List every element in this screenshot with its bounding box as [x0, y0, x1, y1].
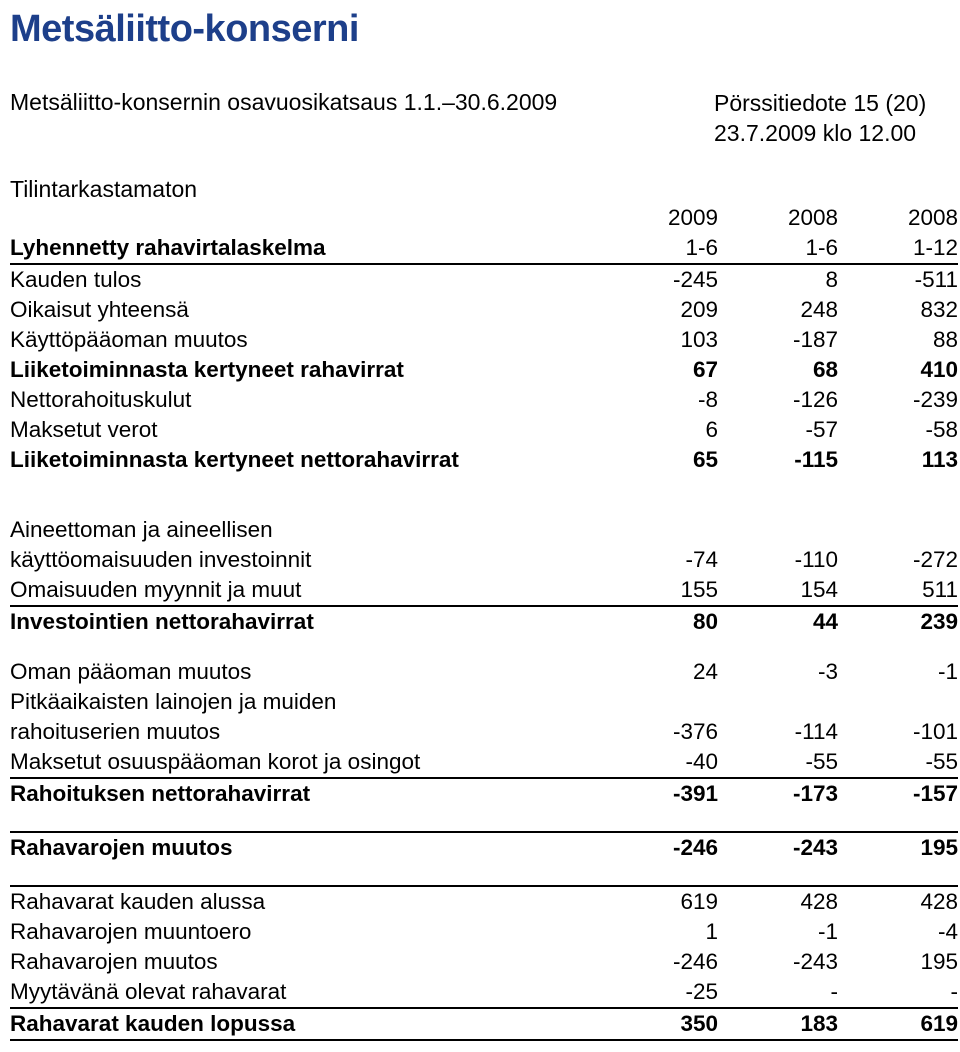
row-label: Oman pääoman muutos: [10, 659, 252, 684]
row-label: Rahavarat kauden alussa: [10, 886, 598, 917]
table-row: [10, 545, 958, 575]
report-title: Metsäliitto-konsernin osavuosikatsaus 1.1.–30.6.2009: [10, 89, 558, 115]
table-title: Lyhennetty rahavirtalaskelma: [10, 235, 326, 260]
row-value: -511: [838, 264, 958, 295]
row-label: Oikaisut yhteensä: [10, 297, 189, 322]
row-value: 511: [922, 577, 958, 602]
row-value: 8: [718, 264, 838, 295]
row-label: Investointien nettorahavirrat: [10, 606, 598, 637]
row-value: 68: [812, 357, 838, 382]
row-value: -1: [937, 659, 958, 684]
row-value: -1: [817, 919, 838, 944]
spacer-row: [10, 637, 958, 657]
row-value: -: [830, 979, 838, 1004]
table-row: [10, 747, 958, 778]
row-value: -245: [598, 264, 718, 295]
cash-flow-statement: [10, 203, 958, 1041]
row-value: 154: [800, 577, 838, 602]
row-value: -: [950, 979, 958, 1004]
row-value: 410: [920, 357, 958, 382]
row-value: 428: [838, 886, 958, 917]
column-year: 2008: [907, 205, 958, 230]
row-value: 44: [718, 606, 838, 637]
spacer-row: [10, 809, 958, 832]
row-value: -101: [912, 719, 958, 744]
row-label: Rahoituksen nettorahavirrat: [10, 778, 598, 809]
table-row: [10, 415, 958, 445]
row-value: 6: [705, 417, 718, 442]
table-row: [10, 886, 958, 917]
row-value: -3: [817, 659, 838, 684]
row-value: -8: [697, 387, 718, 412]
table-row: [10, 657, 958, 687]
row-value: -187: [792, 327, 838, 352]
row-value: 183: [718, 1008, 838, 1040]
row-value: -110: [794, 547, 838, 572]
row-value: 113: [921, 447, 958, 472]
row-value: 195: [838, 832, 958, 863]
company-logo: Metsäliitto-konserni: [10, 8, 359, 50]
row-value: -239: [912, 387, 958, 412]
press-release-date: 23.7.2009 klo 12.00: [714, 120, 917, 146]
row-value: -173: [718, 778, 838, 809]
table-row: [10, 687, 958, 717]
row-value: -25: [685, 979, 718, 1004]
row-value: -55: [805, 749, 838, 774]
row-label: Liiketoiminnasta kertyneet rahavirrat: [10, 357, 404, 382]
row-label: Pitkäaikaisten lainojen ja muiden: [10, 689, 337, 714]
row-value: 24: [692, 659, 718, 684]
row-value: 428: [718, 886, 838, 917]
total-row: [10, 832, 958, 863]
row-value: -246: [598, 832, 718, 863]
row-value: -246: [672, 949, 718, 974]
row-value: 248: [800, 297, 838, 322]
row-label: Käyttöpääoman muutos: [10, 327, 248, 352]
row-value: 103: [680, 327, 718, 352]
row-value: 67: [692, 357, 718, 382]
row-value: 88: [932, 327, 958, 352]
row-value: -115: [794, 447, 838, 472]
table-row: [10, 947, 958, 977]
row-label: Liiketoiminnasta kertyneet nettorahavirrat: [10, 447, 459, 472]
row-label: Aineettoman ja aineellisen: [10, 517, 273, 542]
cash-flow-table: [10, 203, 958, 1041]
table-row: [10, 917, 958, 947]
row-value: -243: [792, 949, 838, 974]
row-value: 832: [920, 297, 958, 322]
row-value: 1: [705, 919, 718, 944]
row-value: -157: [838, 778, 958, 809]
subtotal-row: [10, 445, 958, 475]
column-year: 2009: [667, 205, 718, 230]
row-label: käyttöomaisuuden investoinnit: [10, 547, 312, 572]
table-row: [10, 295, 958, 325]
row-value: 619: [598, 886, 718, 917]
row-label: Maksetut osuuspääoman korot ja osingot: [10, 749, 421, 774]
column-period: 1-12: [912, 235, 958, 260]
table-row: [10, 515, 958, 545]
row-value: 209: [680, 297, 718, 322]
row-label: Myytävänä olevat rahavarat: [10, 979, 287, 1004]
subtotal-row: [10, 606, 958, 637]
row-label: Rahavarojen muutos: [10, 832, 598, 863]
row-value: -114: [794, 719, 838, 744]
table-row: [10, 385, 958, 415]
row-value: -4: [937, 919, 958, 944]
row-value: 65: [692, 447, 718, 472]
row-label: Rahavarojen muutos: [10, 949, 218, 974]
row-label: Rahavarojen muuntoero: [10, 919, 252, 944]
spacer-row: [10, 475, 958, 515]
row-value: -272: [912, 547, 958, 572]
row-value: -74: [685, 547, 718, 572]
audit-status: Tilintarkastamaton: [10, 176, 198, 202]
row-label: Maksetut verot: [10, 417, 158, 442]
header-row-periods: [10, 233, 958, 264]
subtotal-row: [10, 778, 958, 809]
row-label: Omaisuuden myynnit ja muut: [10, 577, 302, 602]
column-year: 2008: [787, 205, 838, 230]
row-label: Kauden tulos: [10, 264, 598, 295]
row-value: 350: [598, 1008, 718, 1040]
row-value: -55: [925, 749, 958, 774]
row-value: -58: [925, 417, 958, 442]
row-value: -126: [792, 387, 838, 412]
row-value: -57: [805, 417, 838, 442]
column-period: 1-6: [685, 235, 718, 260]
header-row-years: [10, 203, 958, 233]
table-row: [10, 264, 958, 295]
table-row: [10, 575, 958, 606]
table-row: [10, 325, 958, 355]
row-value: -391: [598, 778, 718, 809]
table-row: [10, 977, 958, 1008]
row-value: 239: [838, 606, 958, 637]
press-release-info: [714, 88, 926, 148]
row-value: -243: [718, 832, 838, 863]
row-label: Rahavarat kauden lopussa: [10, 1008, 598, 1040]
row-label: Nettorahoituskulut: [10, 387, 192, 412]
total-row: [10, 1008, 958, 1040]
subtotal-row: [10, 355, 958, 385]
row-value: 80: [598, 606, 718, 637]
press-release-number: Pörssitiedote 15 (20): [714, 90, 927, 116]
row-label: rahoituserien muutos: [10, 719, 221, 744]
row-value: 155: [680, 577, 718, 602]
table-row: [10, 717, 958, 747]
row-value: -40: [685, 749, 718, 774]
row-value: 619: [838, 1008, 958, 1040]
column-period: 1-6: [805, 235, 838, 260]
row-value: -376: [672, 719, 718, 744]
row-value: 195: [920, 949, 958, 974]
spacer-row: [10, 863, 958, 886]
